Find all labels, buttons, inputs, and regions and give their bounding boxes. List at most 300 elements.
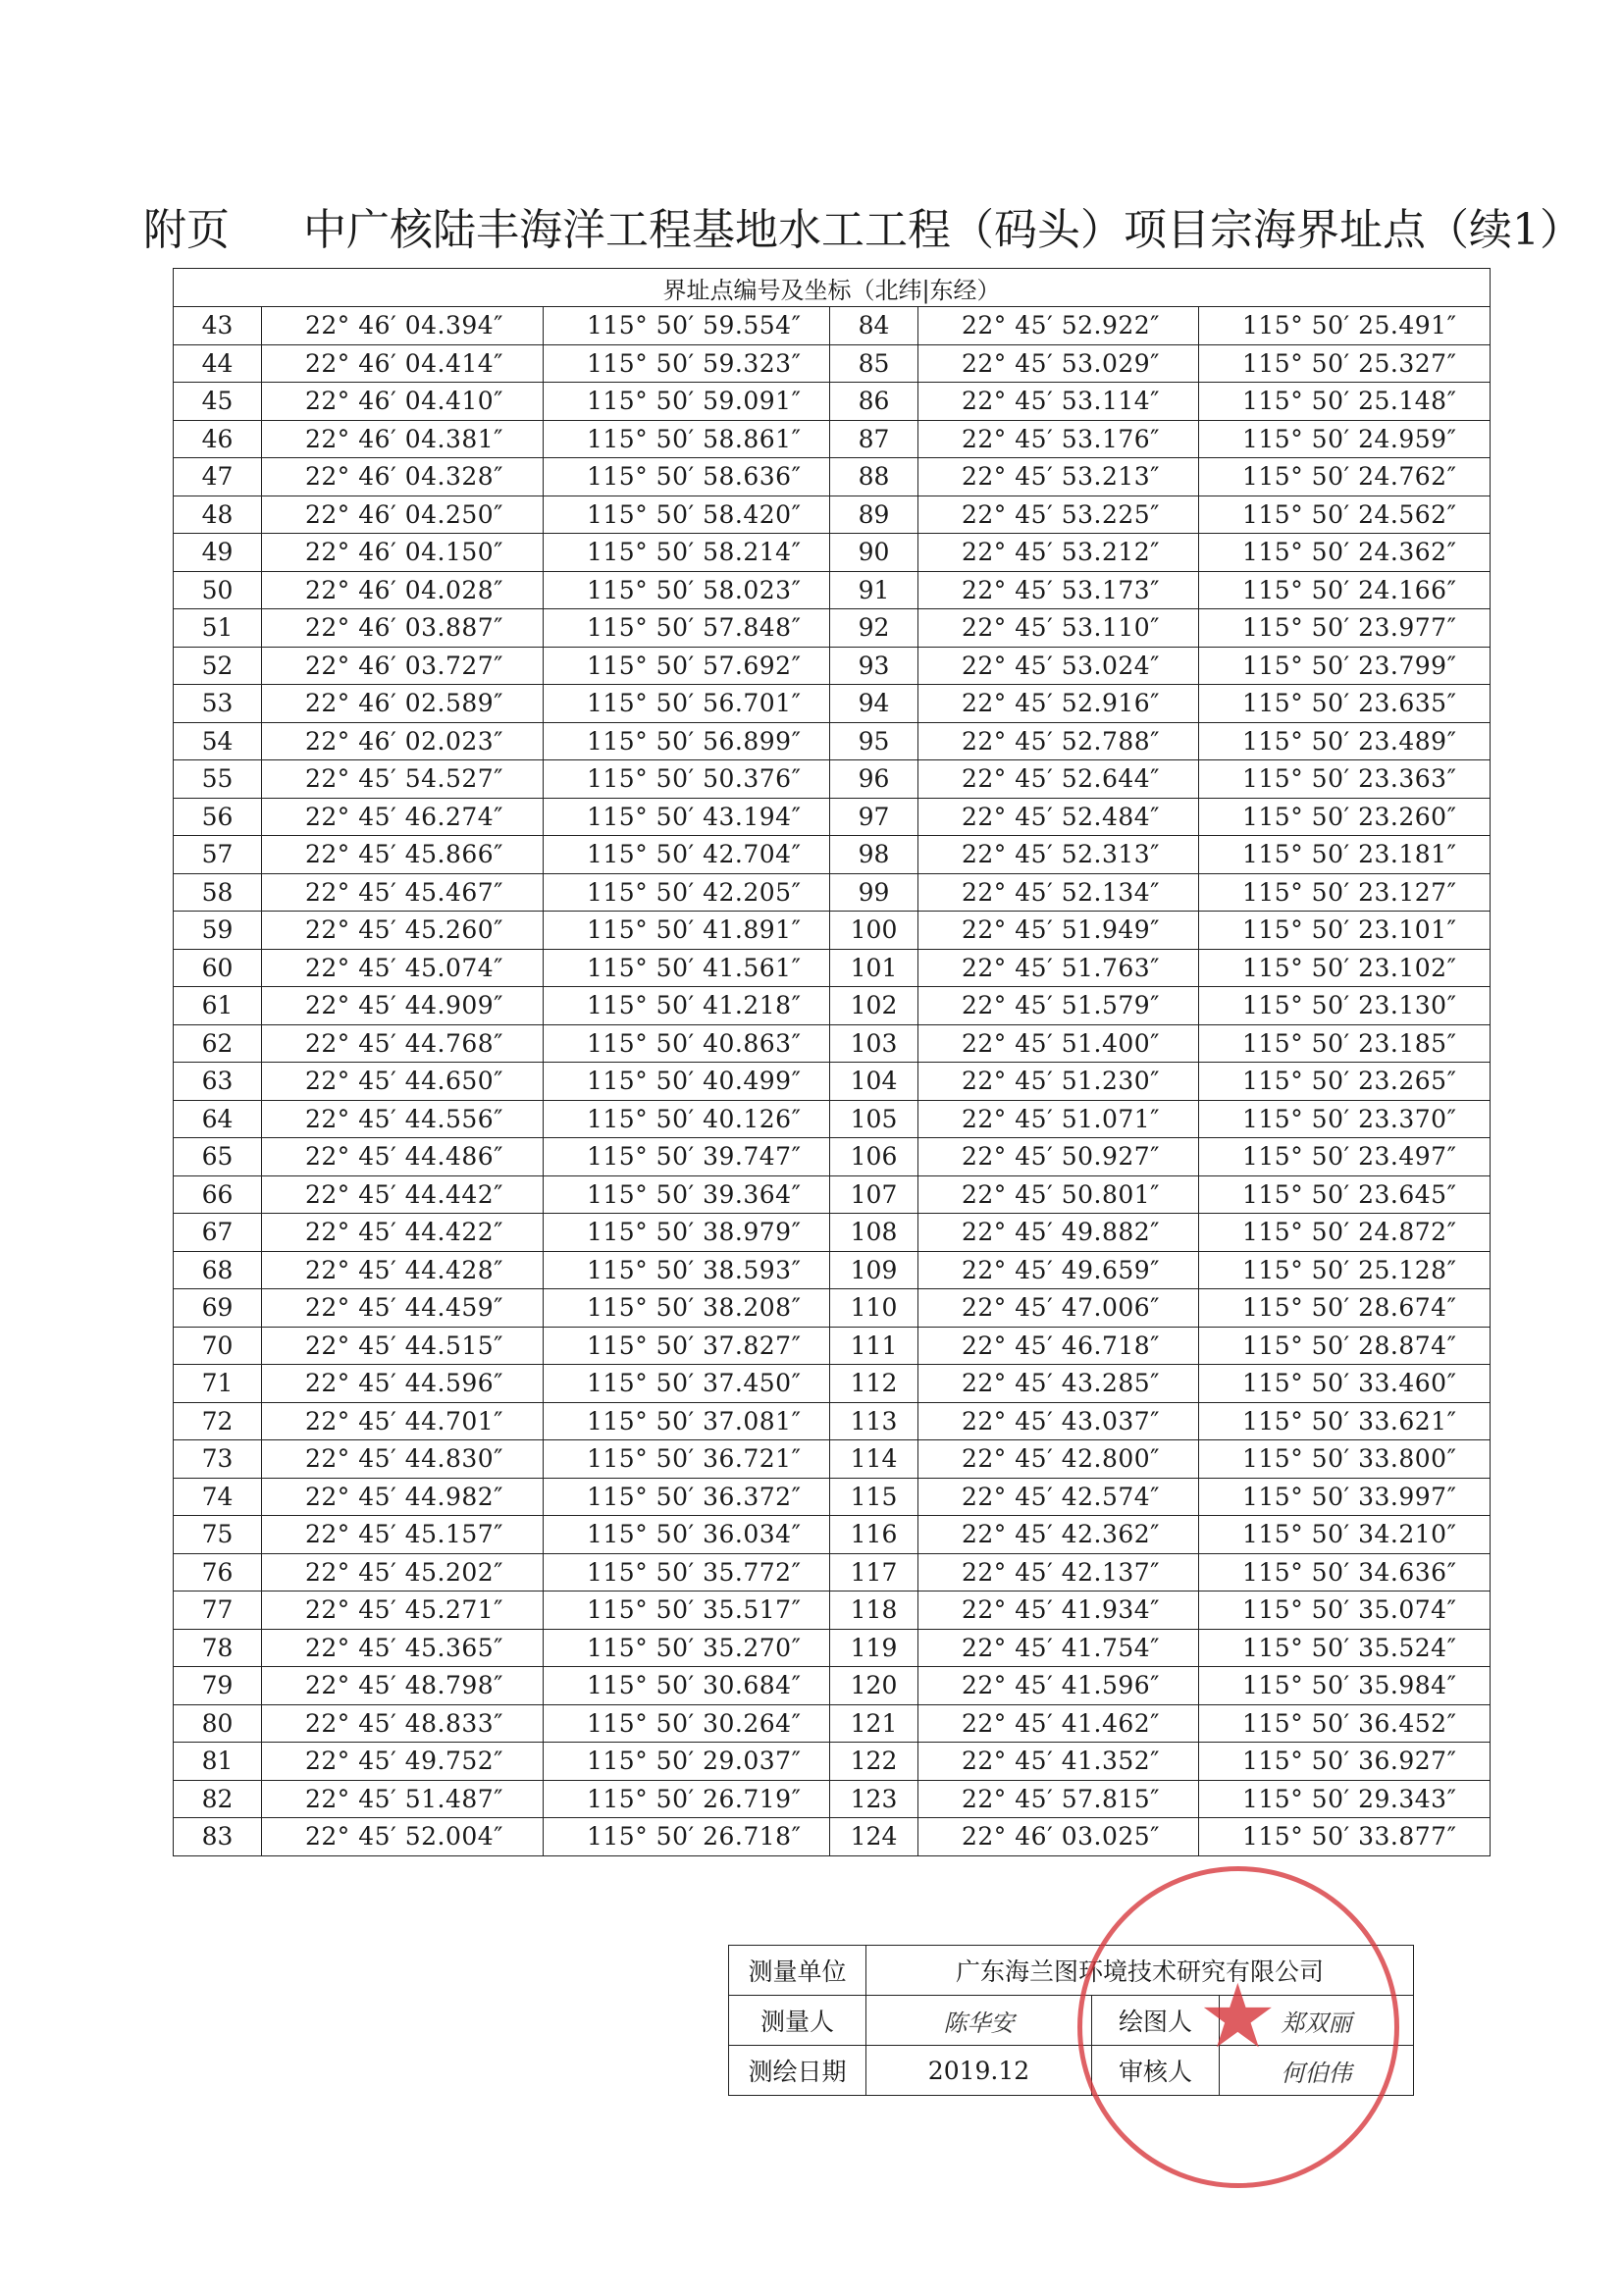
left-longitude-cell: 115° 50′ 38.593″ (544, 1251, 830, 1289)
right-point-number-cell: 116 (830, 1516, 918, 1554)
table-row (174, 1592, 1491, 1630)
right-latitude-cell: 22° 45′ 42.574″ (918, 1478, 1199, 1516)
right-latitude-cell: 22° 45′ 42.800″ (918, 1440, 1199, 1479)
left-longitude-cell: 115° 50′ 59.554″ (544, 307, 830, 345)
left-longitude-cell: 115° 50′ 37.450″ (544, 1365, 830, 1403)
right-longitude-cell: 115° 50′ 33.997″ (1199, 1478, 1491, 1516)
right-latitude-cell: 22° 45′ 41.754″ (918, 1629, 1199, 1667)
left-latitude-cell: 22° 46′ 04.381″ (262, 420, 544, 458)
right-longitude-cell: 115° 50′ 23.799″ (1199, 647, 1491, 685)
left-longitude-cell: 115° 50′ 59.323″ (544, 344, 830, 383)
right-latitude-cell: 22° 45′ 41.462″ (918, 1704, 1199, 1743)
right-longitude-cell: 115° 50′ 36.927″ (1199, 1743, 1491, 1781)
right-point-number-cell: 99 (830, 873, 918, 912)
table-row (174, 1553, 1491, 1592)
coordinate-table (173, 268, 1491, 1856)
left-point-number-cell: 49 (174, 534, 262, 572)
right-longitude-cell: 115° 50′ 35.074″ (1199, 1592, 1491, 1630)
drafter-signature: 郑双丽 (1220, 1996, 1414, 2046)
left-point-number-cell: 52 (174, 647, 262, 685)
right-point-number-cell: 122 (830, 1743, 918, 1781)
right-point-number-cell: 89 (830, 496, 918, 534)
left-longitude-cell: 115° 50′ 42.205″ (544, 873, 830, 912)
left-longitude-cell: 115° 50′ 29.037″ (544, 1743, 830, 1781)
left-point-number-cell: 48 (174, 496, 262, 534)
table-row (174, 949, 1491, 987)
left-latitude-cell: 22° 45′ 48.798″ (262, 1667, 544, 1705)
left-longitude-cell: 115° 50′ 57.692″ (544, 647, 830, 685)
table-row (174, 1818, 1491, 1856)
right-point-number-cell: 94 (830, 685, 918, 723)
right-longitude-cell: 115° 50′ 23.370″ (1199, 1100, 1491, 1138)
left-longitude-cell: 115° 50′ 40.126″ (544, 1100, 830, 1138)
left-longitude-cell: 115° 50′ 37.827″ (544, 1327, 830, 1365)
star-icon: ★ (1198, 1965, 1278, 2068)
right-longitude-cell: 115° 50′ 23.101″ (1199, 912, 1491, 950)
right-longitude-cell: 115° 50′ 33.621″ (1199, 1402, 1491, 1440)
left-longitude-cell: 115° 50′ 57.848″ (544, 609, 830, 648)
right-point-number-cell: 109 (830, 1251, 918, 1289)
table-row (174, 496, 1491, 534)
left-longitude-cell: 115° 50′ 58.023″ (544, 571, 830, 609)
right-latitude-cell: 22° 45′ 43.285″ (918, 1365, 1199, 1403)
table-row (174, 1214, 1491, 1252)
left-longitude-cell: 115° 50′ 50.376″ (544, 760, 830, 799)
right-latitude-cell: 22° 45′ 52.922″ (918, 307, 1199, 345)
left-latitude-cell: 22° 46′ 04.410″ (262, 383, 544, 421)
table-row (174, 344, 1491, 383)
left-longitude-cell: 115° 50′ 35.772″ (544, 1553, 830, 1592)
right-latitude-cell: 22° 45′ 53.213″ (918, 458, 1199, 496)
left-point-number-cell: 80 (174, 1704, 262, 1743)
right-point-number-cell: 104 (830, 1063, 918, 1101)
right-latitude-cell: 22° 45′ 52.916″ (918, 685, 1199, 723)
left-latitude-cell: 22° 45′ 48.833″ (262, 1704, 544, 1743)
right-longitude-cell: 115° 50′ 36.452″ (1199, 1704, 1491, 1743)
left-longitude-cell: 115° 50′ 35.517″ (544, 1592, 830, 1630)
left-point-number-cell: 75 (174, 1516, 262, 1554)
right-latitude-cell: 22° 45′ 53.024″ (918, 647, 1199, 685)
table-row (174, 1704, 1491, 1743)
right-longitude-cell: 115° 50′ 33.460″ (1199, 1365, 1491, 1403)
left-latitude-cell: 22° 46′ 02.023″ (262, 722, 544, 760)
table-row (174, 722, 1491, 760)
table-row (174, 1516, 1491, 1554)
left-latitude-cell: 22° 45′ 52.004″ (262, 1818, 544, 1856)
reviewer-label: 审核人 (1092, 2046, 1220, 2096)
right-latitude-cell: 22° 45′ 53.212″ (918, 534, 1199, 572)
left-longitude-cell: 115° 50′ 39.364″ (544, 1175, 830, 1214)
right-longitude-cell: 115° 50′ 25.491″ (1199, 307, 1491, 345)
table-row (174, 1743, 1491, 1781)
left-point-number-cell: 45 (174, 383, 262, 421)
right-point-number-cell: 98 (830, 836, 918, 874)
table-row (174, 534, 1491, 572)
right-latitude-cell: 22° 45′ 53.225″ (918, 496, 1199, 534)
left-latitude-cell: 22° 45′ 44.650″ (262, 1063, 544, 1101)
table-row (174, 1251, 1491, 1289)
unit-label: 测量单位 (729, 1946, 866, 1996)
right-longitude-cell: 115° 50′ 23.489″ (1199, 722, 1491, 760)
table-row (174, 873, 1491, 912)
left-longitude-cell: 115° 50′ 43.194″ (544, 798, 830, 836)
right-longitude-cell: 115° 50′ 23.363″ (1199, 760, 1491, 799)
left-point-number-cell: 60 (174, 949, 262, 987)
left-latitude-cell: 22° 46′ 04.250″ (262, 496, 544, 534)
table-row (174, 420, 1491, 458)
surveyor-label: 测量人 (729, 1996, 866, 2046)
left-latitude-cell: 22° 45′ 44.701″ (262, 1402, 544, 1440)
left-longitude-cell: 115° 50′ 58.420″ (544, 496, 830, 534)
left-latitude-cell: 22° 45′ 44.830″ (262, 1440, 544, 1479)
page-heading (143, 201, 1583, 260)
left-longitude-cell: 115° 50′ 38.979″ (544, 1214, 830, 1252)
date-value: 2019.12 (866, 2046, 1092, 2096)
left-latitude-cell: 22° 45′ 44.982″ (262, 1478, 544, 1516)
left-point-number-cell: 61 (174, 987, 262, 1025)
right-point-number-cell: 90 (830, 534, 918, 572)
right-longitude-cell: 115° 50′ 24.762″ (1199, 458, 1491, 496)
table-row (174, 1780, 1491, 1818)
left-latitude-cell: 22° 45′ 44.556″ (262, 1100, 544, 1138)
left-longitude-cell: 115° 50′ 40.499″ (544, 1063, 830, 1101)
left-point-number-cell: 72 (174, 1402, 262, 1440)
right-latitude-cell: 22° 45′ 51.230″ (918, 1063, 1199, 1101)
left-latitude-cell: 22° 46′ 03.727″ (262, 647, 544, 685)
right-latitude-cell: 22° 45′ 52.134″ (918, 873, 1199, 912)
left-longitude-cell: 115° 50′ 56.899″ (544, 722, 830, 760)
left-latitude-cell: 22° 45′ 45.202″ (262, 1553, 544, 1592)
table-row (174, 1478, 1491, 1516)
right-point-number-cell: 84 (830, 307, 918, 345)
right-longitude-cell: 115° 50′ 23.127″ (1199, 873, 1491, 912)
sign-off-row (729, 2046, 1414, 2096)
right-latitude-cell: 22° 45′ 51.400″ (918, 1024, 1199, 1063)
right-point-number-cell: 108 (830, 1214, 918, 1252)
right-latitude-cell: 22° 45′ 50.927″ (918, 1138, 1199, 1176)
left-latitude-cell: 22° 45′ 54.527″ (262, 760, 544, 799)
right-latitude-cell: 22° 45′ 52.313″ (918, 836, 1199, 874)
right-point-number-cell: 111 (830, 1327, 918, 1365)
right-latitude-cell: 22° 45′ 51.763″ (918, 949, 1199, 987)
left-latitude-cell: 22° 45′ 44.442″ (262, 1175, 544, 1214)
date-label: 测绘日期 (729, 2046, 866, 2096)
right-point-number-cell: 92 (830, 609, 918, 648)
right-latitude-cell: 22° 45′ 52.788″ (918, 722, 1199, 760)
right-point-number-cell: 107 (830, 1175, 918, 1214)
right-longitude-cell: 115° 50′ 23.645″ (1199, 1175, 1491, 1214)
right-point-number-cell: 120 (830, 1667, 918, 1705)
left-point-number-cell: 53 (174, 685, 262, 723)
left-latitude-cell: 22° 45′ 44.459″ (262, 1289, 544, 1328)
table-row (174, 458, 1491, 496)
right-longitude-cell: 115° 50′ 24.362″ (1199, 534, 1491, 572)
left-longitude-cell: 115° 50′ 35.270″ (544, 1629, 830, 1667)
table-row (174, 1365, 1491, 1403)
left-longitude-cell: 115° 50′ 39.747″ (544, 1138, 830, 1176)
right-latitude-cell: 22° 45′ 53.173″ (918, 571, 1199, 609)
left-latitude-cell: 22° 45′ 45.866″ (262, 836, 544, 874)
left-point-number-cell: 65 (174, 1138, 262, 1176)
table-row (174, 987, 1491, 1025)
table-row (174, 1667, 1491, 1705)
table-row (174, 571, 1491, 609)
right-latitude-cell: 22° 45′ 42.362″ (918, 1516, 1199, 1554)
left-latitude-cell: 22° 46′ 04.394″ (262, 307, 544, 345)
right-point-number-cell: 86 (830, 383, 918, 421)
right-point-number-cell: 102 (830, 987, 918, 1025)
left-latitude-cell: 22° 46′ 04.028″ (262, 571, 544, 609)
left-point-number-cell: 66 (174, 1175, 262, 1214)
left-point-number-cell: 56 (174, 798, 262, 836)
right-latitude-cell: 22° 45′ 52.644″ (918, 760, 1199, 799)
right-point-number-cell: 114 (830, 1440, 918, 1479)
right-longitude-cell: 115° 50′ 25.148″ (1199, 383, 1491, 421)
right-point-number-cell: 93 (830, 647, 918, 685)
left-point-number-cell: 44 (174, 344, 262, 383)
left-longitude-cell: 115° 50′ 41.891″ (544, 912, 830, 950)
right-point-number-cell: 123 (830, 1780, 918, 1818)
table-row (174, 1440, 1491, 1479)
left-longitude-cell: 115° 50′ 59.091″ (544, 383, 830, 421)
left-point-number-cell: 55 (174, 760, 262, 799)
right-longitude-cell: 115° 50′ 35.524″ (1199, 1629, 1491, 1667)
table-row (174, 798, 1491, 836)
right-longitude-cell: 115° 50′ 34.636″ (1199, 1553, 1491, 1592)
left-latitude-cell: 22° 45′ 44.768″ (262, 1024, 544, 1063)
right-latitude-cell: 22° 45′ 49.882″ (918, 1214, 1199, 1252)
right-point-number-cell: 97 (830, 798, 918, 836)
right-latitude-cell: 22° 45′ 50.801″ (918, 1175, 1199, 1214)
left-latitude-cell: 22° 45′ 45.365″ (262, 1629, 544, 1667)
left-point-number-cell: 50 (174, 571, 262, 609)
left-point-number-cell: 73 (174, 1440, 262, 1479)
table-row (174, 1289, 1491, 1328)
left-latitude-cell: 22° 46′ 03.887″ (262, 609, 544, 648)
right-longitude-cell: 115° 50′ 23.635″ (1199, 685, 1491, 723)
table-row (174, 1175, 1491, 1214)
left-longitude-cell: 115° 50′ 58.636″ (544, 458, 830, 496)
left-point-number-cell: 79 (174, 1667, 262, 1705)
right-point-number-cell: 124 (830, 1818, 918, 1856)
right-longitude-cell: 115° 50′ 34.210″ (1199, 1516, 1491, 1554)
left-point-number-cell: 70 (174, 1327, 262, 1365)
table-row (174, 1629, 1491, 1667)
right-longitude-cell: 115° 50′ 23.260″ (1199, 798, 1491, 836)
right-latitude-cell: 22° 45′ 42.137″ (918, 1553, 1199, 1592)
left-longitude-cell: 115° 50′ 38.208″ (544, 1289, 830, 1328)
table-row (174, 912, 1491, 950)
right-point-number-cell: 95 (830, 722, 918, 760)
left-latitude-cell: 22° 45′ 46.274″ (262, 798, 544, 836)
left-latitude-cell: 22° 46′ 04.150″ (262, 534, 544, 572)
left-latitude-cell: 22° 45′ 44.486″ (262, 1138, 544, 1176)
right-latitude-cell: 22° 45′ 41.352″ (918, 1743, 1199, 1781)
left-latitude-cell: 22° 45′ 44.428″ (262, 1251, 544, 1289)
table-row (174, 1402, 1491, 1440)
left-point-number-cell: 47 (174, 458, 262, 496)
right-point-number-cell: 91 (830, 571, 918, 609)
left-point-number-cell: 67 (174, 1214, 262, 1252)
left-latitude-cell: 22° 46′ 04.414″ (262, 344, 544, 383)
right-point-number-cell: 100 (830, 912, 918, 950)
right-latitude-cell: 22° 45′ 51.949″ (918, 912, 1199, 950)
left-point-number-cell: 68 (174, 1251, 262, 1289)
right-longitude-cell: 115° 50′ 25.128″ (1199, 1251, 1491, 1289)
table-row (174, 609, 1491, 648)
sign-off-row (729, 1996, 1414, 2046)
left-longitude-cell: 115° 50′ 58.214″ (544, 534, 830, 572)
table-row (174, 307, 1491, 345)
table-row (174, 1327, 1491, 1365)
left-latitude-cell: 22° 45′ 44.909″ (262, 987, 544, 1025)
table-row (174, 1100, 1491, 1138)
left-latitude-cell: 22° 46′ 04.328″ (262, 458, 544, 496)
left-point-number-cell: 59 (174, 912, 262, 950)
right-point-number-cell: 88 (830, 458, 918, 496)
right-point-number-cell: 87 (830, 420, 918, 458)
left-longitude-cell: 115° 50′ 26.719″ (544, 1780, 830, 1818)
left-latitude-cell: 22° 46′ 02.589″ (262, 685, 544, 723)
right-latitude-cell: 22° 45′ 57.815″ (918, 1780, 1199, 1818)
left-longitude-cell: 115° 50′ 36.721″ (544, 1440, 830, 1479)
left-longitude-cell: 115° 50′ 58.861″ (544, 420, 830, 458)
right-point-number-cell: 106 (830, 1138, 918, 1176)
left-point-number-cell: 54 (174, 722, 262, 760)
left-point-number-cell: 51 (174, 609, 262, 648)
left-longitude-cell: 115° 50′ 30.264″ (544, 1704, 830, 1743)
right-longitude-cell: 115° 50′ 25.327″ (1199, 344, 1491, 383)
left-longitude-cell: 115° 50′ 26.718″ (544, 1818, 830, 1856)
left-point-number-cell: 64 (174, 1100, 262, 1138)
left-point-number-cell: 69 (174, 1289, 262, 1328)
right-longitude-cell: 115° 50′ 23.977″ (1199, 609, 1491, 648)
left-longitude-cell: 115° 50′ 36.034″ (544, 1516, 830, 1554)
right-longitude-cell: 115° 50′ 35.984″ (1199, 1667, 1491, 1705)
right-longitude-cell: 115° 50′ 23.265″ (1199, 1063, 1491, 1101)
left-longitude-cell: 115° 50′ 41.561″ (544, 949, 830, 987)
table-row (174, 1024, 1491, 1063)
left-point-number-cell: 83 (174, 1818, 262, 1856)
left-latitude-cell: 22° 45′ 45.271″ (262, 1592, 544, 1630)
right-latitude-cell: 22° 45′ 52.484″ (918, 798, 1199, 836)
right-longitude-cell: 115° 50′ 23.181″ (1199, 836, 1491, 874)
right-latitude-cell: 22° 45′ 43.037″ (918, 1402, 1199, 1440)
right-point-number-cell: 112 (830, 1365, 918, 1403)
right-point-number-cell: 101 (830, 949, 918, 987)
table-row (174, 383, 1491, 421)
surveyor-signature: 陈华安 (866, 1996, 1092, 2046)
left-longitude-cell: 115° 50′ 56.701″ (544, 685, 830, 723)
right-latitude-cell: 22° 45′ 53.029″ (918, 344, 1199, 383)
left-point-number-cell: 74 (174, 1478, 262, 1516)
right-latitude-cell: 22° 45′ 53.176″ (918, 420, 1199, 458)
right-longitude-cell: 115° 50′ 29.343″ (1199, 1780, 1491, 1818)
sign-off-table (728, 1945, 1414, 2096)
right-longitude-cell: 115° 50′ 24.872″ (1199, 1214, 1491, 1252)
page-title: 中广核陆丰海洋工程基地水工工程（码头）项目宗海界址点（续1） (303, 205, 1583, 255)
right-point-number-cell: 113 (830, 1402, 918, 1440)
left-point-number-cell: 78 (174, 1629, 262, 1667)
right-point-number-cell: 105 (830, 1100, 918, 1138)
left-latitude-cell: 22° 45′ 44.596″ (262, 1365, 544, 1403)
left-longitude-cell: 115° 50′ 41.218″ (544, 987, 830, 1025)
right-latitude-cell: 22° 45′ 49.659″ (918, 1251, 1199, 1289)
right-point-number-cell: 96 (830, 760, 918, 799)
table-header: 界址点编号及坐标（北纬|东经） (174, 269, 1491, 307)
right-longitude-cell: 115° 50′ 23.102″ (1199, 949, 1491, 987)
right-latitude-cell: 22° 45′ 51.071″ (918, 1100, 1199, 1138)
left-longitude-cell: 115° 50′ 42.704″ (544, 836, 830, 874)
right-point-number-cell: 119 (830, 1629, 918, 1667)
right-latitude-cell: 22° 45′ 53.114″ (918, 383, 1199, 421)
right-point-number-cell: 115 (830, 1478, 918, 1516)
right-longitude-cell: 115° 50′ 23.497″ (1199, 1138, 1491, 1176)
table-row (174, 685, 1491, 723)
right-latitude-cell: 22° 46′ 03.025″ (918, 1818, 1199, 1856)
right-longitude-cell: 115° 50′ 24.166″ (1199, 571, 1491, 609)
table-row (174, 1063, 1491, 1101)
left-longitude-cell: 115° 50′ 40.863″ (544, 1024, 830, 1063)
table-row (174, 647, 1491, 685)
left-latitude-cell: 22° 45′ 44.515″ (262, 1327, 544, 1365)
left-longitude-cell: 115° 50′ 37.081″ (544, 1402, 830, 1440)
left-latitude-cell: 22° 45′ 45.467″ (262, 873, 544, 912)
left-point-number-cell: 57 (174, 836, 262, 874)
left-longitude-cell: 115° 50′ 30.684″ (544, 1667, 830, 1705)
left-point-number-cell: 43 (174, 307, 262, 345)
right-latitude-cell: 22° 45′ 41.934″ (918, 1592, 1199, 1630)
left-point-number-cell: 58 (174, 873, 262, 912)
table-row (174, 760, 1491, 799)
right-latitude-cell: 22° 45′ 53.110″ (918, 609, 1199, 648)
sign-off-row (729, 1946, 1414, 1996)
left-latitude-cell: 22° 45′ 45.074″ (262, 949, 544, 987)
left-latitude-cell: 22° 45′ 45.157″ (262, 1516, 544, 1554)
left-point-number-cell: 77 (174, 1592, 262, 1630)
left-latitude-cell: 22° 45′ 49.752″ (262, 1743, 544, 1781)
right-point-number-cell: 117 (830, 1553, 918, 1592)
left-latitude-cell: 22° 45′ 44.422″ (262, 1214, 544, 1252)
left-point-number-cell: 46 (174, 420, 262, 458)
left-point-number-cell: 82 (174, 1780, 262, 1818)
unit-value: 广东海兰图环境技术研究有限公司 (866, 1946, 1414, 1996)
right-longitude-cell: 115° 50′ 28.674″ (1199, 1289, 1491, 1328)
left-point-number-cell: 62 (174, 1024, 262, 1063)
left-latitude-cell: 22° 45′ 45.260″ (262, 912, 544, 950)
right-latitude-cell: 22° 45′ 51.579″ (918, 987, 1199, 1025)
right-point-number-cell: 121 (830, 1704, 918, 1743)
right-longitude-cell: 115° 50′ 33.877″ (1199, 1818, 1491, 1856)
table-row (174, 1138, 1491, 1176)
left-point-number-cell: 76 (174, 1553, 262, 1592)
right-longitude-cell: 115° 50′ 23.185″ (1199, 1024, 1491, 1063)
drafter-label: 绘图人 (1092, 1996, 1220, 2046)
left-point-number-cell: 63 (174, 1063, 262, 1101)
table-row (174, 836, 1491, 874)
reviewer-signature: 何伯伟 (1220, 2046, 1414, 2096)
right-longitude-cell: 115° 50′ 33.800″ (1199, 1440, 1491, 1479)
left-latitude-cell: 22° 45′ 51.487″ (262, 1780, 544, 1818)
left-point-number-cell: 71 (174, 1365, 262, 1403)
right-point-number-cell: 85 (830, 344, 918, 383)
right-longitude-cell: 115° 50′ 24.959″ (1199, 420, 1491, 458)
left-longitude-cell: 115° 50′ 36.372″ (544, 1478, 830, 1516)
right-longitude-cell: 115° 50′ 28.874″ (1199, 1327, 1491, 1365)
right-point-number-cell: 118 (830, 1592, 918, 1630)
right-latitude-cell: 22° 45′ 46.718″ (918, 1327, 1199, 1365)
right-latitude-cell: 22° 45′ 47.006″ (918, 1289, 1199, 1328)
